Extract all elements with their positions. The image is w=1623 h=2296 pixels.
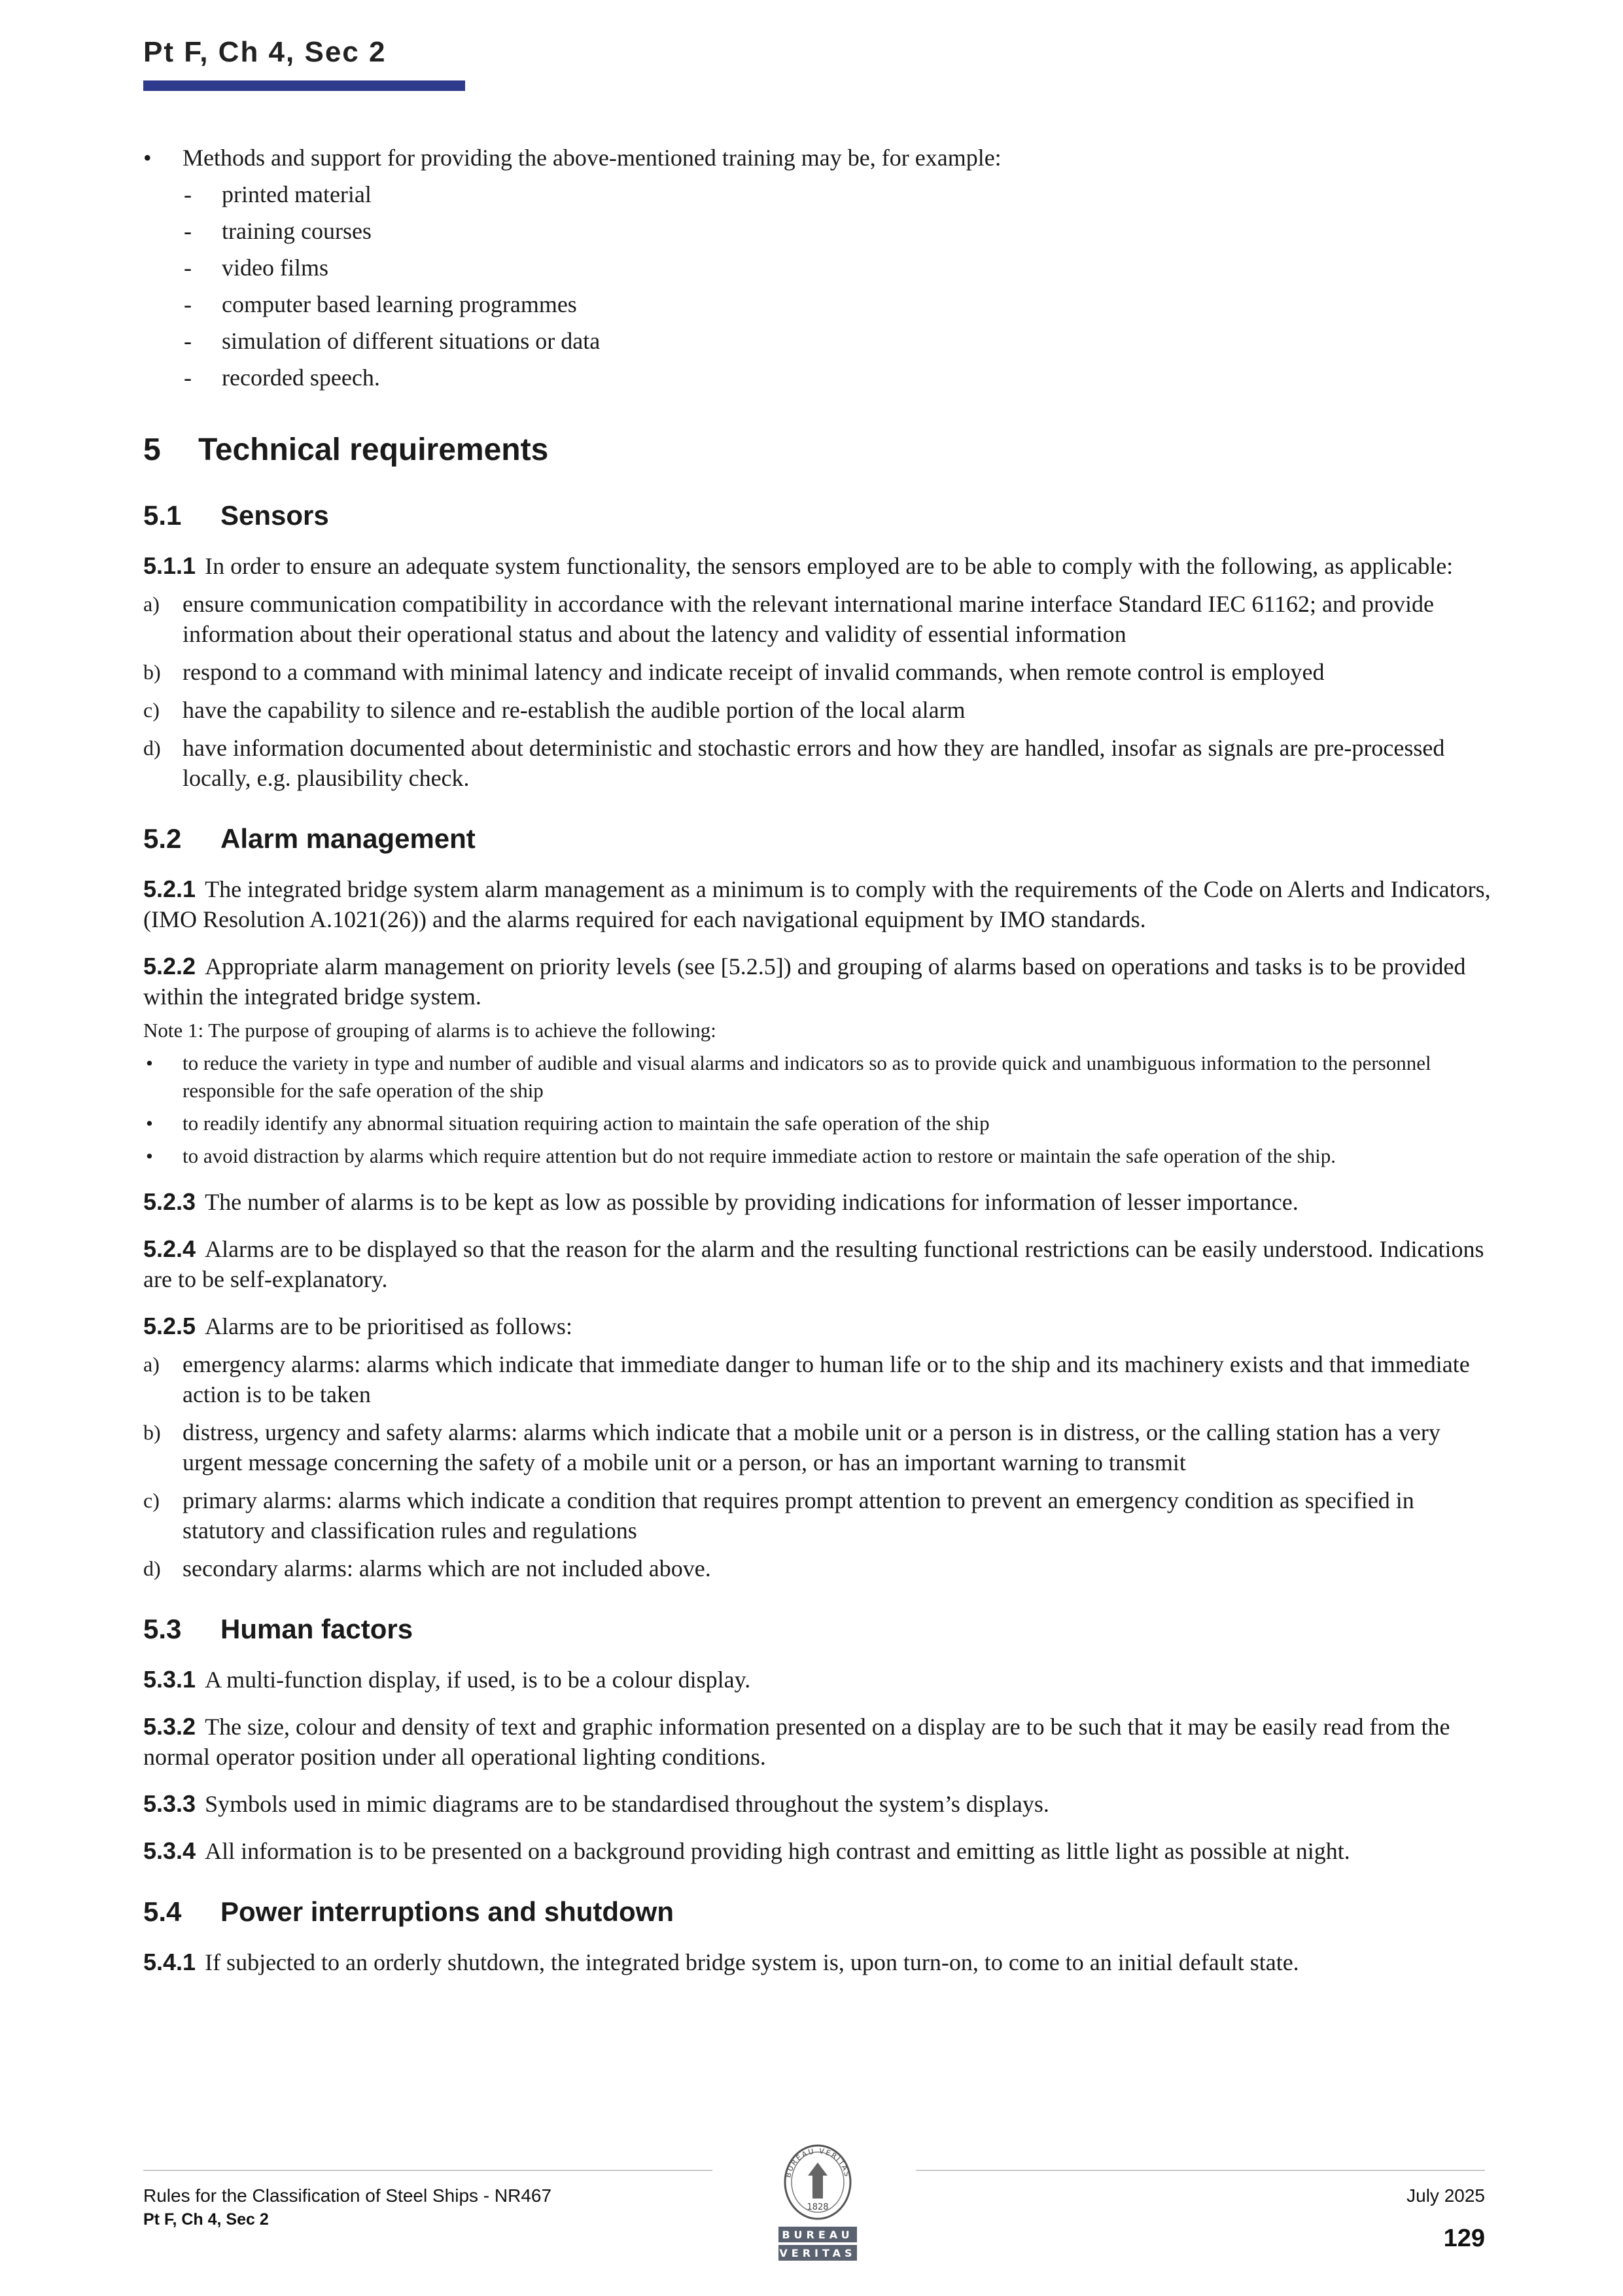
list-item [143, 695, 1492, 725]
section-title: Technical requirements [198, 433, 549, 467]
paragraph-text: All information is to be presented on a background providing high contrast and emitting as little light as possible at night. [205, 1838, 1350, 1864]
list-item [143, 1417, 1492, 1477]
header-accent-bar [143, 80, 465, 91]
list-item-text: ensure communication compatibility in accordance with the relevant international marine interface Standard IEC 61162; and provide information about their operational status and about the latency and validity of essential information [183, 591, 1434, 647]
list-item [143, 589, 1492, 649]
section-5-heading [143, 431, 1492, 470]
paragraph-text: A multi-function display, if used, is to be a colour display. [205, 1667, 751, 1693]
list-item [143, 289, 1492, 326]
intro-bullet-text: Methods and support for providing the above-mentioned training may be, for example: [183, 145, 1002, 171]
logo-line-2: VERITAS [779, 2247, 856, 2259]
subsection-5-2-heading [143, 821, 1492, 857]
footer-rule-left [143, 2170, 712, 2171]
paragraph-5-2-5 [143, 1311, 1492, 1341]
list-marker: c) [143, 698, 160, 722]
note-1: Note 1: The purpose of grouping of alarms is to achieve the following: [143, 1019, 716, 1042]
list-item [143, 657, 1492, 687]
subsection-number: 5.2 [143, 823, 182, 854]
bullet-dot-icon: • [146, 1051, 153, 1074]
list-item-text: computer based learning programmes [222, 291, 577, 317]
subsection-number: 5.4 [143, 1896, 182, 1927]
note-bullet-text: to avoid distraction by alarms which require attention but do not require immediate action to restore or maintain the safe operation of the ship. [183, 1144, 1336, 1167]
paragraph-5-4-1 [143, 1947, 1492, 1977]
paragraph-5-2-1 [143, 874, 1492, 934]
list-item [143, 179, 1492, 216]
paragraph-number: 5.1.1 [143, 552, 196, 579]
note-bullet-text: to readily identify any abnormal situation requiring action to maintain the safe operation of the ship [183, 1112, 990, 1135]
paragraph-5-2-2 [143, 951, 1492, 1012]
list-item-text: training courses [222, 218, 372, 244]
list-item [143, 733, 1492, 793]
paragraph-text: Alarms are to be displayed so that the reason for the alarm and the resulting functional restrictions can be easily understood. Indications are to be self-explanatory. [143, 1236, 1484, 1292]
list-item-text: simulation of different situations or data [222, 328, 601, 354]
paragraph-number: 5.2.3 [143, 1188, 196, 1215]
footer-section: Pt F, Ch 4, Sec 2 [143, 2210, 269, 2229]
subsection-5-3-heading [143, 1611, 1492, 1648]
list-item-text: distress, urgency and safety alarms: alarms which indicate that a mobile unit or a person is in distress, or the calling station has a very urgent message concerning the safety of a mobile unit or a person, or has an important warning to transmit [183, 1419, 1440, 1475]
logo-year: 1828 [807, 2202, 829, 2212]
footer-date: July 2025 [1406, 2185, 1485, 2206]
list-item-text: emergency alarms: alarms which indicate that immediate danger to human life or to the ship and its machinery exists and that immediate action is to be taken [183, 1351, 1470, 1407]
paragraph-text: The number of alarms is to be kept as low as possible by providing indications for information of lesser importance. [205, 1189, 1299, 1215]
list-item-text: primary alarms: alarms which indicate a condition that requires prompt attention to prevent an emergency condition as specified in statutory and classification rules and regulations [183, 1487, 1414, 1544]
section-number: 5 [143, 433, 161, 467]
list-item [143, 1485, 1492, 1545]
note-bullet-text: to reduce the variety in type and number of audible and visual alarms and indicators so as to provide quick and unambiguous information to the personnel responsible for the safe operation of the ship [183, 1051, 1431, 1102]
intro-bullet [143, 143, 1492, 173]
note-bullet [143, 1142, 1492, 1170]
list-item [143, 253, 1492, 289]
paragraph-number: 5.3.1 [143, 1666, 196, 1693]
paragraph-number: 5.4.1 [143, 1949, 196, 1975]
subsection-title: Alarm management [220, 823, 476, 854]
list-marker: b) [143, 660, 161, 684]
footer-document-title: Rules for the Classification of Steel Ships - NR467 [143, 2185, 552, 2206]
dash-icon: - [184, 255, 192, 281]
paragraph-5-3-2 [143, 1712, 1492, 1772]
note-bullet [143, 1110, 1492, 1137]
paragraph-5-3-1 [143, 1665, 1492, 1695]
list-item [143, 1553, 1492, 1583]
intro-list [143, 179, 1492, 399]
paragraph-text: In order to ensure an adequate system functionality, the sensors employed are to be able to comply with the following, as applicable: [205, 553, 1454, 579]
list-item [143, 362, 1492, 399]
subsection-number: 5.3 [143, 1614, 182, 1644]
logo-line-1: BUREAU [782, 2229, 854, 2241]
list-item [143, 216, 1492, 253]
list-marker: c) [143, 1489, 160, 1512]
dash-icon: - [184, 328, 192, 354]
bullet-dot-icon: • [146, 1112, 153, 1135]
note-bullet [143, 1050, 1492, 1104]
paragraph-5-3-4 [143, 1836, 1492, 1866]
paragraph-number: 5.3.3 [143, 1790, 196, 1817]
list-marker: d) [143, 736, 161, 760]
paragraph-5-3-3 [143, 1789, 1492, 1819]
paragraph-number: 5.2.2 [143, 953, 196, 980]
dash-icon: - [184, 291, 192, 317]
subsection-5-1-heading [143, 497, 1492, 534]
paragraph-text: The integrated bridge system alarm management as a minimum is to comply with the requirements of the Code on Alerts and Indicators, (IMO Resolution A.1021(26)) and the alarms required for each navigational equipment by IMO standards. [143, 876, 1491, 932]
list-item-text: have the capability to silence and re-establish the audible portion of the local alarm [183, 697, 966, 723]
bureau-veritas-logo-icon [772, 2136, 864, 2267]
list-item-text: respond to a command with minimal latency and indicate receipt of invalid commands, when remote control is employed [183, 659, 1325, 685]
dash-icon: - [184, 181, 192, 207]
dash-icon: - [184, 218, 192, 244]
paragraph-number: 5.3.2 [143, 1713, 196, 1740]
page-header [143, 36, 470, 69]
list-marker: a) [143, 592, 160, 616]
list-item-text: recorded speech. [222, 364, 380, 391]
list-item-text: printed material [222, 181, 372, 207]
subsection-number: 5.1 [143, 500, 182, 531]
paragraph-5-2-3 [143, 1187, 1492, 1217]
subsection-title: Human factors [220, 1614, 413, 1644]
paragraph-text: Appropriate alarm management on priority levels (see [5.2.5]) and grouping of alarms based on operations and tasks is to be provided within the integrated bridge system. [143, 953, 1466, 1010]
paragraph-text: Symbols used in mimic diagrams are to be standardised throughout the system’s displays. [205, 1791, 1049, 1817]
list-item [143, 326, 1492, 362]
header-title: Pt F, Ch 4, Sec 2 [143, 36, 387, 68]
list-marker: a) [143, 1352, 160, 1376]
subsection-title: Sensors [220, 500, 329, 531]
list-item [143, 1349, 1492, 1409]
subsection-5-4-heading [143, 1894, 1492, 1930]
bullet-dot-icon: • [143, 145, 152, 171]
dash-icon: - [184, 364, 192, 391]
list-marker: b) [143, 1421, 161, 1444]
bureau-veritas-logo [772, 2136, 864, 2267]
logo-ring-text: BUREAU VERITAS [784, 2146, 852, 2179]
footer-rule-right [916, 2170, 1485, 2171]
subsection-title: Power interruptions and shutdown [220, 1896, 674, 1927]
paragraph-5-1-1 [143, 551, 1492, 581]
list-marker: d) [143, 1557, 161, 1580]
paragraph-number: 5.2.5 [143, 1313, 196, 1339]
paragraph-text: The size, colour and density of text and graphic information presented on a display are to be such that it may be easily read from the normal operator position under all operational lighting conditions. [143, 1714, 1450, 1770]
paragraph-number: 5.2.1 [143, 875, 196, 902]
paragraph-text: Alarms are to be prioritised as follows: [205, 1313, 572, 1339]
page-number: 129 [1443, 2225, 1485, 2252]
paragraph-text: If subjected to an orderly shutdown, the integrated bridge system is, upon turn-on, to come to an initial default state. [205, 1949, 1299, 1975]
paragraph-5-2-4 [143, 1234, 1492, 1294]
paragraph-number: 5.3.4 [143, 1837, 196, 1864]
list-item-text: have information documented about deterministic and stochastic errors and how they are handled, insofar as signals are pre-processed locally, e.g. plausibility check. [183, 735, 1445, 791]
paragraph-number: 5.2.4 [143, 1235, 196, 1262]
document-body [143, 143, 1492, 1977]
list-item-text: secondary alarms: alarms which are not included above. [183, 1555, 711, 1581]
list-item-text: video films [222, 255, 328, 281]
footer-left [143, 2185, 551, 2229]
bullet-dot-icon: • [146, 1144, 153, 1167]
